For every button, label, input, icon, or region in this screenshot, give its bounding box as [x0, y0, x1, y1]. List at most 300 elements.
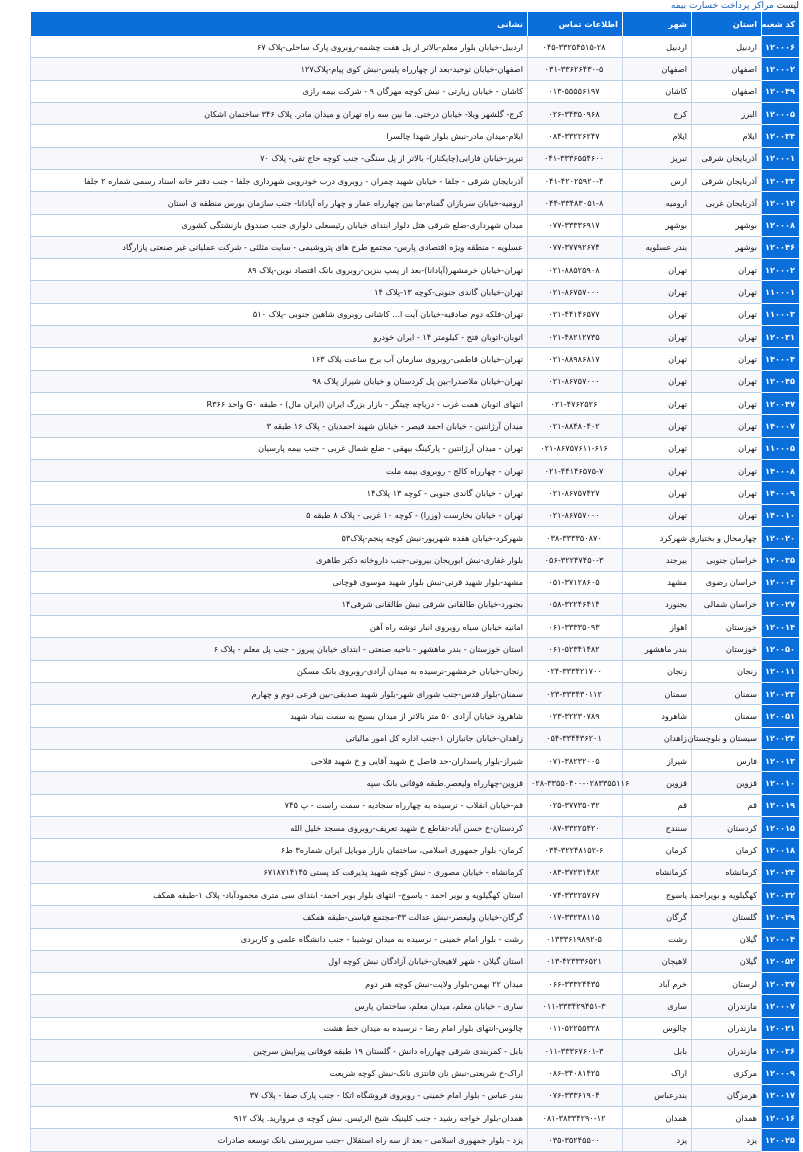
province-cell: سمنان — [691, 705, 761, 727]
branch-code: ۱۲۰۰۵۱ — [761, 705, 799, 727]
address-cell: اصفهان-خیابان توحید-بعد از چهارراه پلیس-نبش کوی پیام-پلاک۱۲۷ — [30, 58, 527, 80]
table-row — [30, 259, 799, 281]
table-row — [30, 572, 799, 594]
branch-code: ۱۲۰۰۰۵ — [761, 103, 799, 125]
branch-code: ۱۲۰۰۰۲ — [761, 58, 799, 80]
table-row — [30, 906, 799, 928]
city-cell: تهران — [622, 259, 691, 281]
table-row — [30, 281, 799, 303]
phone-cell: ۰۱۳-۵۵۵۵۶۱۹۷ — [527, 81, 622, 103]
table-row — [30, 527, 799, 549]
province-cell: کرمانشاه — [691, 862, 761, 884]
header-province[interactable]: استان — [691, 12, 761, 36]
branch-code: ۱۱۰۰۰۱ — [761, 281, 799, 303]
address-cell: گرگان-خیابان ولیعصر-نبش عدالت ۳۳-مجتمع قیاسی-طبقه همکف — [30, 906, 527, 928]
phone-cell: ۰۳۴-۳۲۲۴۸۱۵۲-۶ — [527, 839, 622, 861]
city-cell: ارس — [622, 170, 691, 192]
table-row — [30, 772, 799, 794]
table-row — [30, 125, 799, 147]
phone-cell: ۰۲۱-۸۶۷۵۷۶۱۱-۶۱۶ — [527, 438, 622, 460]
city-cell: خرم آباد — [622, 973, 691, 995]
address-cell: کرمان- بلوار جمهوری اسلامی، ساختمان بازار موبایل ایران شماره۳ ط۶ — [30, 839, 527, 861]
branch-code: ۱۲۰۰۳۳ — [761, 170, 799, 192]
address-cell: استان کهگیلویه و بویر احمد - یاسوج- انتهای بلوار بویر احمد- ابتدای سی متری محمودآباد- پلاک ۱-طبقه همکف — [30, 884, 527, 906]
phone-cell: ۰۱۱-۳۳۳۶۷۶۰۱-۳ — [527, 1040, 622, 1062]
branch-code: ۱۲۰۰۳۶ — [761, 1040, 799, 1062]
phone-cell: ۰۲۱-۸۸۵۲۵۹۰۸ — [527, 259, 622, 281]
address-cell: شیراز-بلوار پاسداران-حد فاصل خ شهید آقایی و خ شهید فلاحی — [30, 750, 527, 772]
province-cell: کردستان — [691, 817, 761, 839]
table-row — [30, 1062, 799, 1084]
address-cell: رشت - بلوار امام خمینی - نرسیده به میدان توشیبا - جنب دانشگاه علمی و کاربردی — [30, 929, 527, 951]
address-cell: میدان آرژانتین - خیابان احمد قیصر - خیابان شهید احمدیان - پلاک ۱۶ طبقه ۳ — [30, 415, 527, 437]
province-cell: مازندران — [691, 1040, 761, 1062]
city-cell: تهران — [622, 371, 691, 393]
table-row — [30, 170, 799, 192]
branch-code: ۱۲۰۰۵۲ — [761, 951, 799, 973]
branch-code: ۱۲۰۰۱۵ — [761, 817, 799, 839]
city-cell: کرمانشاه — [622, 862, 691, 884]
branch-code: ۱۴۰۰۰۴ — [761, 348, 799, 370]
province-cell: خوزستان — [691, 616, 761, 638]
city-cell: تهران — [622, 326, 691, 348]
province-cell: گلستان — [691, 906, 761, 928]
province-cell: تهران — [691, 259, 761, 281]
province-cell: چهارمحال و بختیاری — [691, 527, 761, 549]
address-cell: تهران - خیابان بخارست (وزرا) - کوچه ۱۰ غربی - پلاک ۸ طبقه ۵ — [30, 505, 527, 527]
province-cell: تهران — [691, 326, 761, 348]
header-city[interactable]: شهر — [622, 12, 691, 36]
address-cell: شهرکرد-خیابان هفده شهریور-نبش کوچه پنجم-پلاک۵۳ — [30, 527, 527, 549]
address-cell: تهران-خیابان خرمشهر(آپادانا)-بعد از پمپ بنزین-روبروی بانک اقتصاد نوین-پلاک ۸۹ — [30, 259, 527, 281]
city-cell: تهران — [622, 505, 691, 527]
province-cell: همدان — [691, 1107, 761, 1129]
branch-code: ۱۲۰۰۰۱ — [761, 148, 799, 170]
phone-cell: ۰۶۶-۳۳۳۲۴۴۳۵ — [527, 973, 622, 995]
city-cell: لاهیجان — [622, 951, 691, 973]
city-cell: اصفهان — [622, 58, 691, 80]
city-cell: اراک — [622, 1062, 691, 1084]
table-row — [30, 415, 799, 437]
province-cell: هرمزگان — [691, 1085, 761, 1107]
breadcrumb-link[interactable]: مراکز پرداخت خسارت بیمه — [670, 1, 774, 11]
city-cell: قم — [622, 795, 691, 817]
phone-cell: ۰۲۱-۸۶۷۵۷۰۰۰ — [527, 371, 622, 393]
province-cell: تهران — [691, 281, 761, 303]
address-cell: امانیه خیابان سیاه روبروی انبار توشه راه آهن — [30, 616, 527, 638]
province-cell: تهران — [691, 460, 761, 482]
phone-cell: ۰۲۴-۳۳۳۴۲۱۷۰۰ — [527, 661, 622, 683]
address-cell: انتهای اتوبان همت غرب - دریاچه چیتگر - بازار بزرگ ایران (ایران مال) - طبقه G۰ واحد R۳۶۶ — [30, 393, 527, 415]
city-cell: بابل — [622, 1040, 691, 1062]
table-row — [30, 148, 799, 170]
table-row — [30, 81, 799, 103]
table-row — [30, 505, 799, 527]
city-cell: شیراز — [622, 750, 691, 772]
table-row — [30, 549, 799, 571]
table-row — [30, 705, 799, 727]
city-cell: همدان — [622, 1107, 691, 1129]
city-cell: بندر عسلویه — [622, 237, 691, 259]
city-cell: ایلام — [622, 125, 691, 147]
address-cell: کرمانشاه - خیابان مصوری - نبش کوچه شهید پذیرفت کد پستی ۶۷۱۸۷۱۴۱۴۵ — [30, 862, 527, 884]
table-row — [30, 192, 799, 214]
address-cell: قم-خیابان انقلاب - نرسیده به چهارراه سجادیه - سمت راست - پ ۷۴۵ — [30, 795, 527, 817]
address-cell: تهران-فلکه دوم صادقیه-خیابان آیت ا... کاشانی روبروی شاهین جنوبی -پلاک ۵۱۰ — [30, 304, 527, 326]
table-row — [30, 839, 799, 861]
table-row — [30, 616, 799, 638]
province-cell: بوشهر — [691, 237, 761, 259]
phone-cell: ۰۷۶-۳۳۳۶۱۹۰۴ — [527, 1085, 622, 1107]
address-cell: ساری - خیابان معلم، میدان معلم، ساختمان پارس — [30, 995, 527, 1017]
phone-cell: ۰۲۳-۳۳۳۴۳۰۱۱۲ — [527, 683, 622, 705]
phone-cell: ۰۳۱-۳۳۶۲۶۴۳۰-۵ — [527, 58, 622, 80]
city-cell: شهرکرد — [622, 527, 691, 549]
table-row — [30, 1040, 799, 1062]
address-cell: تبریز-خیابان فارابی(چایکنار)- بالاتر از پل سنگی- جنب کوچه حاج تقی- پلاک ۷۰ — [30, 148, 527, 170]
city-cell: یاسوج — [622, 884, 691, 906]
city-cell: تبریز — [622, 148, 691, 170]
address-cell: استان گیلان - شهر لاهیجان-خیابان آزادگان نبش کوچه اول — [30, 951, 527, 973]
province-cell: قم — [691, 795, 761, 817]
address-cell: تهران-خیابان قاطمی-روبروی سازمان آب برج ساعت پلاک ۱۶۳ — [30, 348, 527, 370]
province-cell: تهران — [691, 415, 761, 437]
table-row — [30, 1107, 799, 1129]
province-cell: اصفهان — [691, 81, 761, 103]
address-cell: ایلام-میدان مادر-نبش بلوار شهدا چالسرا — [30, 125, 527, 147]
city-cell: زنجان — [622, 661, 691, 683]
table-row — [30, 36, 799, 58]
phone-cell: ۰۶۱-۳۳۳۳۵۰۹۳ — [527, 616, 622, 638]
phone-cell: ۰۱۱-۵۲۲۵۵۳۲۸ — [527, 1018, 622, 1040]
address-cell: سمنان-بلوار قدس-جنب شورای شهر-بلوار شهید صدیقی-بین فرعی دوم و چهارم — [30, 683, 527, 705]
branch-code: ۱۲۰۰۴۵ — [761, 371, 799, 393]
branch-code: ۱۲۰۰۲۳ — [761, 683, 799, 705]
province-cell: آذربایجان شرقی — [691, 170, 761, 192]
branch-code: ۱۲۰۰۲۱ — [761, 1018, 799, 1040]
branch-code: ۱۴۰۰۰۸ — [761, 460, 799, 482]
city-cell: بجنورد — [622, 594, 691, 616]
city-cell: رشت — [622, 929, 691, 951]
branch-code: ۱۲۰۰۴۷ — [761, 393, 799, 415]
phone-cell: ۰۲۱-۸۸۹۸۶۸۱۷ — [527, 348, 622, 370]
address-cell: اراک-خ شریعتی-نبش نان فانتزی نانک-نبش کوچه شریعت — [30, 1062, 527, 1084]
province-cell: خوزستان — [691, 638, 761, 660]
address-cell: کرج- گلشهر ویلا- خیابان درختی. ما بین سه راه تهران و میدان مادر. پلاک ۳۴۶ ساختمان اشکان — [30, 103, 527, 125]
branch-code: ۱۲۰۰۰۴ — [761, 929, 799, 951]
city-cell: سنندج — [622, 817, 691, 839]
branch-code: ۱۲۰۰۲۷ — [761, 594, 799, 616]
city-cell: کاشان — [622, 81, 691, 103]
table-row — [30, 862, 799, 884]
phone-cell: ۰۲۳-۳۲۲۳۰۷۸۹ — [527, 705, 622, 727]
city-cell: تهران — [622, 438, 691, 460]
address-cell: چالوس-انتهای بلوار امام رضا - نرسیده به میدان خط هشت — [30, 1018, 527, 1040]
table-row — [30, 728, 799, 750]
table-row — [30, 460, 799, 482]
table-row — [30, 929, 799, 951]
city-cell: ساری — [622, 995, 691, 1017]
table-header-row — [30, 12, 799, 36]
phone-cell: ۰۸۱-۳۸۳۳۴۲۹۰-۱۲ — [527, 1107, 622, 1129]
table-row — [30, 973, 799, 995]
address-cell: اتوبان-اتوبان فتح - کیلومتر ۱۴ - ایران خودرو — [30, 326, 527, 348]
header-address[interactable]: نشانی — [30, 12, 527, 36]
breadcrumb-prefix: لیست — [776, 1, 799, 11]
city-cell: کرمان — [622, 839, 691, 861]
province-cell: البرز — [691, 103, 761, 125]
phone-cell: ۰۲۱-۸۶۷۵۷۴۲۷ — [527, 482, 622, 504]
table-row — [30, 683, 799, 705]
table-row — [30, 215, 799, 237]
table-row — [30, 348, 799, 370]
phone-cell: ۰۱۷-۳۳۲۳۸۱۱۵ — [527, 906, 622, 928]
province-cell: سیستان و بلوچستان — [691, 728, 761, 750]
phone-cell: ۰۷۱-۳۸۲۳۲۰۰۵ — [527, 750, 622, 772]
address-cell: بلوار غفاری-نبش ابوریحان بیرونی-جنب داروخانه دکتر طاهری — [30, 549, 527, 571]
address-cell: تهران - خیابان گاندی جنوبی - کوچه ۱۳ پلاک۱۴ — [30, 482, 527, 504]
address-cell: تهران - چهارراه کالج - روبروی بیمه ملت — [30, 460, 527, 482]
branch-code: ۱۲۰۰۵۰ — [761, 638, 799, 660]
branch-code: ۱۲۰۰۳۱ — [761, 326, 799, 348]
phone-cell: ۰۲۱-۴۸۲۱۲۷۳۵ — [527, 326, 622, 348]
phone-cell: ۰۳۵-۳۵۲۴۵۵۰۰ — [527, 1129, 622, 1151]
branch-code: ۱۲۰۰۱۱ — [761, 661, 799, 683]
branch-code: ۱۲۰۰۱۳ — [761, 750, 799, 772]
branch-code: ۱۲۰۰۴۹ — [761, 81, 799, 103]
branch-code: ۱۲۰۰۱۶ — [761, 1107, 799, 1129]
province-cell: اردبیل — [691, 36, 761, 58]
branch-code: ۱۲۰۰۱۸ — [761, 839, 799, 861]
province-cell: قزوین — [691, 772, 761, 794]
address-cell: مشهد-بلوار شهید قرنی-نبش بلوار شهید موسوی قوچانی — [30, 572, 527, 594]
province-cell: کرمان — [691, 839, 761, 861]
phone-cell: ۰۷۷-۳۳۳۳۶۹۱۷ — [527, 215, 622, 237]
province-cell: فارس — [691, 750, 761, 772]
phone-cell: ۰۲۵-۳۷۷۳۵۰۳۲ — [527, 795, 622, 817]
phone-cell: ۰۲۶-۳۴۳۵۰۹۶۸ — [527, 103, 622, 125]
province-cell: تهران — [691, 371, 761, 393]
province-cell: خراسان رضوی — [691, 572, 761, 594]
branch-code: ۱۲۰۰۳۷ — [761, 973, 799, 995]
address-cell: استان خوزستان - بندر ماهشهر - ناحیه صنعتی - ابتدای خیابان پیروز - جنب پل معلم - پلاک ۶ — [30, 638, 527, 660]
table-row — [30, 371, 799, 393]
address-cell: بابل - کمربندی شرقی چهارراه دانش - گلستان ۱۹ طبقه فوقانی پیرایش سرچین — [30, 1040, 527, 1062]
city-cell: قزوین — [622, 772, 691, 794]
address-cell: آذربایجان شرقی - جلفا - خیابان شهید چمران - روبروی درب خودرویی شهرداری جلفا - جنب دفتر خانه اسناد رسمی شماره ۲ جلفا — [30, 170, 527, 192]
table-row — [30, 1085, 799, 1107]
table-row — [30, 482, 799, 504]
province-cell: تهران — [691, 304, 761, 326]
city-cell: کرج — [622, 103, 691, 125]
city-cell: تهران — [622, 281, 691, 303]
phone-cell: ۰۲۱-۸۶۷۵۷۰۰۰ — [527, 505, 622, 527]
province-cell: اصفهان — [691, 58, 761, 80]
province-cell: تهران — [691, 348, 761, 370]
city-cell: اردبیل — [622, 36, 691, 58]
phone-cell: ۰۴۱-۳۳۳۶۵۵۴۶۰۰ — [527, 148, 622, 170]
phone-cell: ۰۵۶-۳۲۲۴۷۴۵۰-۳ — [527, 549, 622, 571]
branch-code: ۱۲۰۰۱۲ — [761, 192, 799, 214]
phone-cell: ۰۸۳-۳۷۲۳۱۴۸۲ — [527, 862, 622, 884]
city-cell: بندرعباس — [622, 1085, 691, 1107]
province-cell: مازندران — [691, 1018, 761, 1040]
branch-code: ۱۴۰۰۱۰ — [761, 505, 799, 527]
province-cell: مازندران — [691, 995, 761, 1017]
address-cell: تهران-خیابان ملاصدرا-بین پل کردستان و خیابان شیراز پلاک ۹۸ — [30, 371, 527, 393]
table-row — [30, 58, 799, 80]
branch-code: ۱۲۰۰۱۹ — [761, 795, 799, 817]
branches-table — [30, 12, 799, 1152]
table-row — [30, 638, 799, 660]
province-cell: گیلان — [691, 929, 761, 951]
table-row — [30, 438, 799, 460]
province-cell: تهران — [691, 505, 761, 527]
city-cell: ارومیه — [622, 192, 691, 214]
city-cell: مشهد — [622, 572, 691, 594]
city-cell: بوشهر — [622, 215, 691, 237]
phone-cell: ۰۵۴-۳۳۴۴۳۶۲۰۱ — [527, 728, 622, 750]
phone-cell: ۰۵۸-۳۲۲۴۶۴۱۴ — [527, 594, 622, 616]
province-cell: مرکزی — [691, 1062, 761, 1084]
branch-code: ۱۴۰۰۰۹ — [761, 482, 799, 504]
province-cell: زنجان — [691, 661, 761, 683]
phone-cell: ۰۷۷-۳۷۷۹۲۶۷۴ — [527, 237, 622, 259]
city-cell: چالوس — [622, 1018, 691, 1040]
branch-code: ۱۲۰۰۲۴ — [761, 862, 799, 884]
province-cell: خراسان شمالی — [691, 594, 761, 616]
table-row — [30, 884, 799, 906]
city-cell: بیرجند — [622, 549, 691, 571]
table-row — [30, 103, 799, 125]
branch-code: ۱۲۰۰۱۰ — [761, 772, 799, 794]
province-cell: بوشهر — [691, 215, 761, 237]
phone-cell: ۰۲۱-۸۸۴۸۰۴۰۲ — [527, 415, 622, 437]
phone-cell: ۰۲۱-۴۴۱۴۶۵۷۷ — [527, 304, 622, 326]
address-cell: بندر عباس - بلوار امام خمینی - روبروی فروشگاه اتکا - جنب پارک صفا - پلاک ۳۷ — [30, 1085, 527, 1107]
branch-code: ۱۲۰۰۰۷ — [761, 995, 799, 1017]
phone-cell: ۰۱۱-۳۳۳۴۲۹۴۵۱-۳ — [527, 995, 622, 1017]
branch-code: ۱۲۰۰۰۶ — [761, 36, 799, 58]
phone-cell: ۰۸۴-۳۳۲۲۶۲۴۷ — [527, 125, 622, 147]
city-cell: تهران — [622, 393, 691, 415]
branch-code: ۱۲۰۰۲۵ — [761, 1129, 799, 1151]
province-cell: تهران — [691, 482, 761, 504]
table-row — [30, 1018, 799, 1040]
phone-cell: ۰۱۳-۴۲۳۳۳۶۵۲۱ — [527, 951, 622, 973]
table-row — [30, 1129, 799, 1151]
branch-code: ۱۲۰۰۰۹ — [761, 1062, 799, 1084]
city-cell: سمنان — [622, 683, 691, 705]
address-cell: زاهدان-خیابان جانبازان ۱-جنب اداره کل امور مالیاتی — [30, 728, 527, 750]
table-row — [30, 750, 799, 772]
address-cell: عسلویه - منطقه ویژه اقتصادی پارس- مجتمع طرح های پتروشیمی - سایت مثلثی - شرکت عملیاتی غیر صنعتی پازارگاد — [30, 237, 527, 259]
branch-code: ۱۱۰۰۰۵ — [761, 438, 799, 460]
address-cell: میدان شهرداری-ضلع شرقی هتل دلوار ابتدای خیابان رئیسعلی دلواری جنب صندوق بازنشتگی کشوری — [30, 215, 527, 237]
city-cell: تهران — [622, 482, 691, 504]
phone-cell: ۰۴۵-۳۳۲۵۴۵۱۵-۲۸ — [527, 36, 622, 58]
table-row — [30, 594, 799, 616]
header-phone[interactable]: اطلاعات تماس — [527, 12, 622, 36]
table-row — [30, 995, 799, 1017]
address-cell: ارومیه-خیابان سربازان گمنام-ما بین چهارراه عمار و چهار راه آپادانا- جنب سازمان بورس منطقه ی استان — [30, 192, 527, 214]
branch-code: ۱۲۰۰۳۴ — [761, 125, 799, 147]
address-cell: زنجان-خیابان خرمشهر-نرسیده به میدان آزادی-روبروی بانک مسکن — [30, 661, 527, 683]
table-row — [30, 326, 799, 348]
table-body — [30, 36, 799, 1152]
phone-cell: ۰۷۴-۳۳۲۲۵۷۶۷ — [527, 884, 622, 906]
branch-code: ۱۲۰۰۰۳ — [761, 572, 799, 594]
address-cell: یزد - بلوار جمهوری اسلامی - بعد از سه راه استقلال -جنب سرپرستی بانک توسعه صادرات — [30, 1129, 527, 1151]
city-cell: تهران — [622, 460, 691, 482]
address-cell: کاشان - خیابان زیارتی - نبش کوچه مهرگان ۹ - شرکت بیمه رازی — [30, 81, 527, 103]
city-cell: گرگان — [622, 906, 691, 928]
table-row — [30, 951, 799, 973]
phone-cell: ۰۳۸-۳۳۳۳۵۰۸۷۰ — [527, 527, 622, 549]
province-cell: گیلان — [691, 951, 761, 973]
branch-code: ۱۱۰۰۰۳ — [761, 304, 799, 326]
branch-code: ۱۲۰۰۰۲ — [761, 259, 799, 281]
province-cell: آذربایجان شرقی — [691, 148, 761, 170]
branch-code: ۱۲۰۰۳۲ — [761, 884, 799, 906]
branch-code: ۱۲۰۰۲۹ — [761, 906, 799, 928]
address-cell: کردستان-خ حسن آباد-تقاطع خ شهید تعریف-روبروی مسجد خلیل الله — [30, 817, 527, 839]
address-cell: بجنورد-خیابان طالقانی شرقی نبش طالقانی شرقی۱۴ — [30, 594, 527, 616]
address-cell: اردبیل-خیابان بلوار معلم-بالاتر از پل هفت چشمه-روبروی پارک ساحلی-پلاک ۶۷ — [30, 36, 527, 58]
branch-code: ۱۲۰۰۴۶ — [761, 237, 799, 259]
address-cell: همدان-بلوار خواجه رشید - جنب کلینیک شیخ الرئیس. نبش کوچه ی مروارید. پلاک ۹۱۲ — [30, 1107, 527, 1129]
province-cell: لرستان — [691, 973, 761, 995]
address-cell: تهران-خیابان گاندی جنوبی-کوچه ۱۳-پلاک ۱۴ — [30, 281, 527, 303]
address-cell: شاهرود خیابان آزادی ۵۰ متر بالاتر از میدان بسیج به سمت بنیاد شهید — [30, 705, 527, 727]
phone-cell: ۰۸۶-۳۴۰۸۱۴۲۵ — [527, 1062, 622, 1084]
city-cell: تهران — [622, 415, 691, 437]
branch-code: ۱۲۰۰۲۰ — [761, 527, 799, 549]
phone-cell: ۰۲۸-۳۳۵۵۰۴۰۰-۰۲۸۳۳۵۵۱۱۶ — [527, 772, 622, 794]
phone-cell: ۰۶۱-۵۲۳۴۱۴۸۲ — [527, 638, 622, 660]
address-cell: میدان ۲۲ بهمن-بلوار ولایت-نبش کوچه هنر دوم — [30, 973, 527, 995]
province-cell: سمنان — [691, 683, 761, 705]
breadcrumb — [0, 0, 803, 12]
header-code[interactable]: کد شعبه — [761, 12, 799, 36]
province-cell: خراسان جنوبی — [691, 549, 761, 571]
branch-code: ۱۲۰۰۱۷ — [761, 1085, 799, 1107]
province-cell: کهگیلویه و بویراحمد — [691, 884, 761, 906]
province-cell: ایلام — [691, 125, 761, 147]
phone-cell: ۰۲۱-۴۴۱۴۶۵۷۵-۷ — [527, 460, 622, 482]
table-row — [30, 661, 799, 683]
phone-cell: ۰۸۷-۳۳۲۲۵۴۲۰ — [527, 817, 622, 839]
address-cell: تهران - میدان آرژانتین - پارکینگ بیهقی - ضلع شمال غربی - جنب بیمه پارسیان — [30, 438, 527, 460]
phone-cell: ۰۴۱-۴۲۰۲۵۹۲۰-۴ — [527, 170, 622, 192]
branch-code: ۱۲۰۰۳۵ — [761, 549, 799, 571]
phone-cell: ۰۲۱-۴۷۶۲۵۲۶ — [527, 393, 622, 415]
phone-cell: ۰۲۱-۸۶۷۵۷۰۰۰ — [527, 281, 622, 303]
table-row — [30, 237, 799, 259]
city-cell: شاهرود — [622, 705, 691, 727]
province-cell: تهران — [691, 393, 761, 415]
province-cell: یزد — [691, 1129, 761, 1151]
city-cell: تهران — [622, 304, 691, 326]
branch-code: ۱۲۰۰۲۴ — [761, 728, 799, 750]
city-cell: یزد — [622, 1129, 691, 1151]
address-cell: قزوین-چهارراه ولیعصر.طبقه فوقانی بانک سپه — [30, 772, 527, 794]
branch-code: ۱۲۰۰۰۸ — [761, 215, 799, 237]
branch-code: ۱۴۰۰۰۷ — [761, 415, 799, 437]
province-cell: تهران — [691, 438, 761, 460]
phone-cell: ۰۴۴-۳۳۴۸۳۰۵۱-۸ — [527, 192, 622, 214]
city-cell: زاهدان — [622, 728, 691, 750]
